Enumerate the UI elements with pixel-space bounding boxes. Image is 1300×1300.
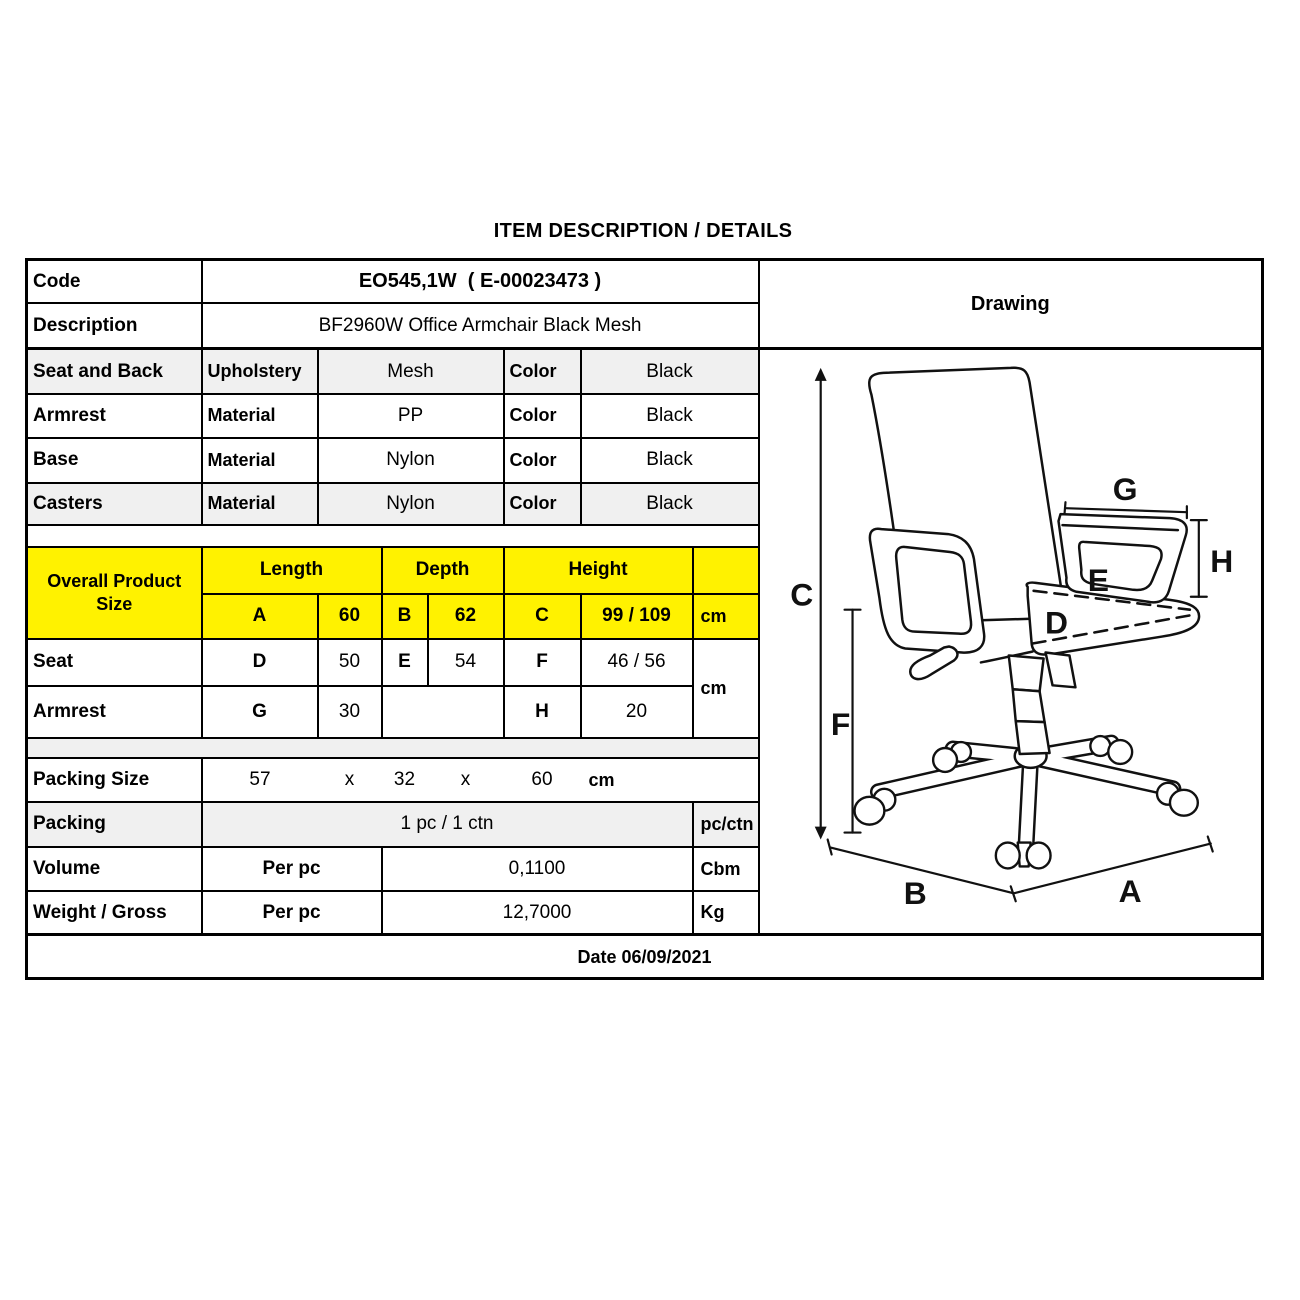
code-value: EO545,1W ( E-00023473 ) bbox=[202, 260, 759, 303]
dim-key-h: H bbox=[504, 686, 581, 738]
packing-size-x1: x bbox=[318, 758, 382, 802]
material-value: Nylon bbox=[318, 438, 504, 483]
drawing-area bbox=[759, 349, 1263, 935]
armrest-size-label: Armrest bbox=[27, 686, 202, 738]
dim-label-a: A bbox=[1118, 873, 1142, 910]
packing-value: 1 pc / 1 ctn bbox=[202, 802, 693, 847]
dim-value-f: 46 / 56 bbox=[581, 639, 693, 686]
page-title: ITEM DESCRIPTION / DETAILS bbox=[493, 220, 793, 242]
description-value: BF2960W Office Armchair Black Mesh bbox=[202, 303, 759, 349]
color-label: Color bbox=[504, 483, 581, 525]
dim-label-e: E bbox=[1087, 561, 1109, 598]
dim-value-g: 30 bbox=[318, 686, 382, 738]
material-row-label: Casters bbox=[27, 483, 202, 525]
chair-gas-lift bbox=[1008, 652, 1075, 753]
row-code bbox=[27, 260, 1263, 303]
dim-line-g bbox=[1065, 508, 1186, 512]
empty-size-cell bbox=[382, 686, 504, 738]
size-unit: cm bbox=[693, 594, 759, 639]
size-group-label: Overall Product Size bbox=[27, 547, 202, 639]
packing-unit: pc/ctn bbox=[693, 802, 759, 847]
seat-armrest-unit: cm bbox=[693, 639, 759, 738]
weight-unit: Kg bbox=[693, 891, 759, 935]
material-row-label: Seat and Back bbox=[27, 349, 202, 394]
dim-label-h: H bbox=[1209, 542, 1233, 579]
dim-key-f: F bbox=[504, 639, 581, 686]
dim-label-d: D bbox=[1044, 604, 1068, 641]
volume-unit: Cbm bbox=[693, 847, 759, 891]
size-header-depth: Depth bbox=[382, 547, 504, 594]
spacer-cell bbox=[27, 738, 759, 758]
packing-size-unit: cm bbox=[581, 758, 759, 802]
size-header-length: Length bbox=[202, 547, 382, 594]
color-label: Color bbox=[504, 438, 581, 483]
dim-label-f: F bbox=[830, 706, 850, 743]
description-label: Description bbox=[27, 303, 202, 349]
packing-size-label: Packing Size bbox=[27, 758, 202, 802]
material-value: Nylon bbox=[318, 483, 504, 525]
material-property: Material bbox=[202, 438, 318, 483]
color-value: Black bbox=[581, 394, 759, 438]
spec-table bbox=[25, 258, 1264, 980]
packing-size-v2: 32 bbox=[382, 758, 428, 802]
material-value: Mesh bbox=[318, 349, 504, 394]
material-property: Material bbox=[202, 483, 318, 525]
packing-size-x2: x bbox=[428, 758, 504, 802]
volume-per: Per pc bbox=[202, 847, 382, 891]
color-value: Black bbox=[581, 438, 759, 483]
dim-value-e: 54 bbox=[428, 639, 504, 686]
dim-value-c: 99 / 109 bbox=[581, 594, 693, 639]
row-date bbox=[27, 935, 1263, 979]
weight-per: Per pc bbox=[202, 891, 382, 935]
size-header-unit-cell bbox=[693, 547, 759, 594]
packing-size-v3: 60 bbox=[504, 758, 581, 802]
volume-value: 0,1100 bbox=[382, 847, 693, 891]
dim-value-a: 60 bbox=[318, 594, 382, 639]
dim-key-g: G bbox=[202, 686, 318, 738]
material-row-label: Armrest bbox=[27, 394, 202, 438]
color-value: Black bbox=[581, 483, 759, 525]
chair-drawing bbox=[760, 350, 1262, 933]
seat-size-label: Seat bbox=[27, 639, 202, 686]
row-seat-and-back bbox=[27, 349, 1263, 394]
dim-label-c: C bbox=[789, 576, 813, 613]
dim-key-d: D bbox=[202, 639, 318, 686]
material-value: PP bbox=[318, 394, 504, 438]
weight-label: Weight / Gross bbox=[27, 891, 202, 935]
volume-label: Volume bbox=[27, 847, 202, 891]
material-property: Upholstery bbox=[202, 349, 318, 394]
material-row-label: Base bbox=[27, 438, 202, 483]
dim-key-a: A bbox=[202, 594, 318, 639]
dim-value-d: 50 bbox=[318, 639, 382, 686]
dim-label-g: G bbox=[1112, 471, 1138, 508]
dim-key-e: E bbox=[382, 639, 428, 686]
drawing-header: Drawing bbox=[759, 260, 1263, 349]
spacer-cell bbox=[27, 525, 759, 547]
dim-label-b: B bbox=[903, 875, 927, 912]
code-label: Code bbox=[27, 260, 202, 303]
dim-key-c: C bbox=[504, 594, 581, 639]
color-label: Color bbox=[504, 394, 581, 438]
dim-value-h: 20 bbox=[581, 686, 693, 738]
packing-size-v1: 57 bbox=[202, 758, 318, 802]
size-header-height: Height bbox=[504, 547, 693, 594]
weight-value: 12,7000 bbox=[382, 891, 693, 935]
packing-label: Packing bbox=[27, 802, 202, 847]
dim-key-b: B bbox=[382, 594, 428, 639]
color-label: Color bbox=[504, 349, 581, 394]
material-property: Material bbox=[202, 394, 318, 438]
color-value: Black bbox=[581, 349, 759, 394]
date-value: Date 06/09/2021 bbox=[27, 935, 1263, 979]
dim-value-b: 62 bbox=[428, 594, 504, 639]
